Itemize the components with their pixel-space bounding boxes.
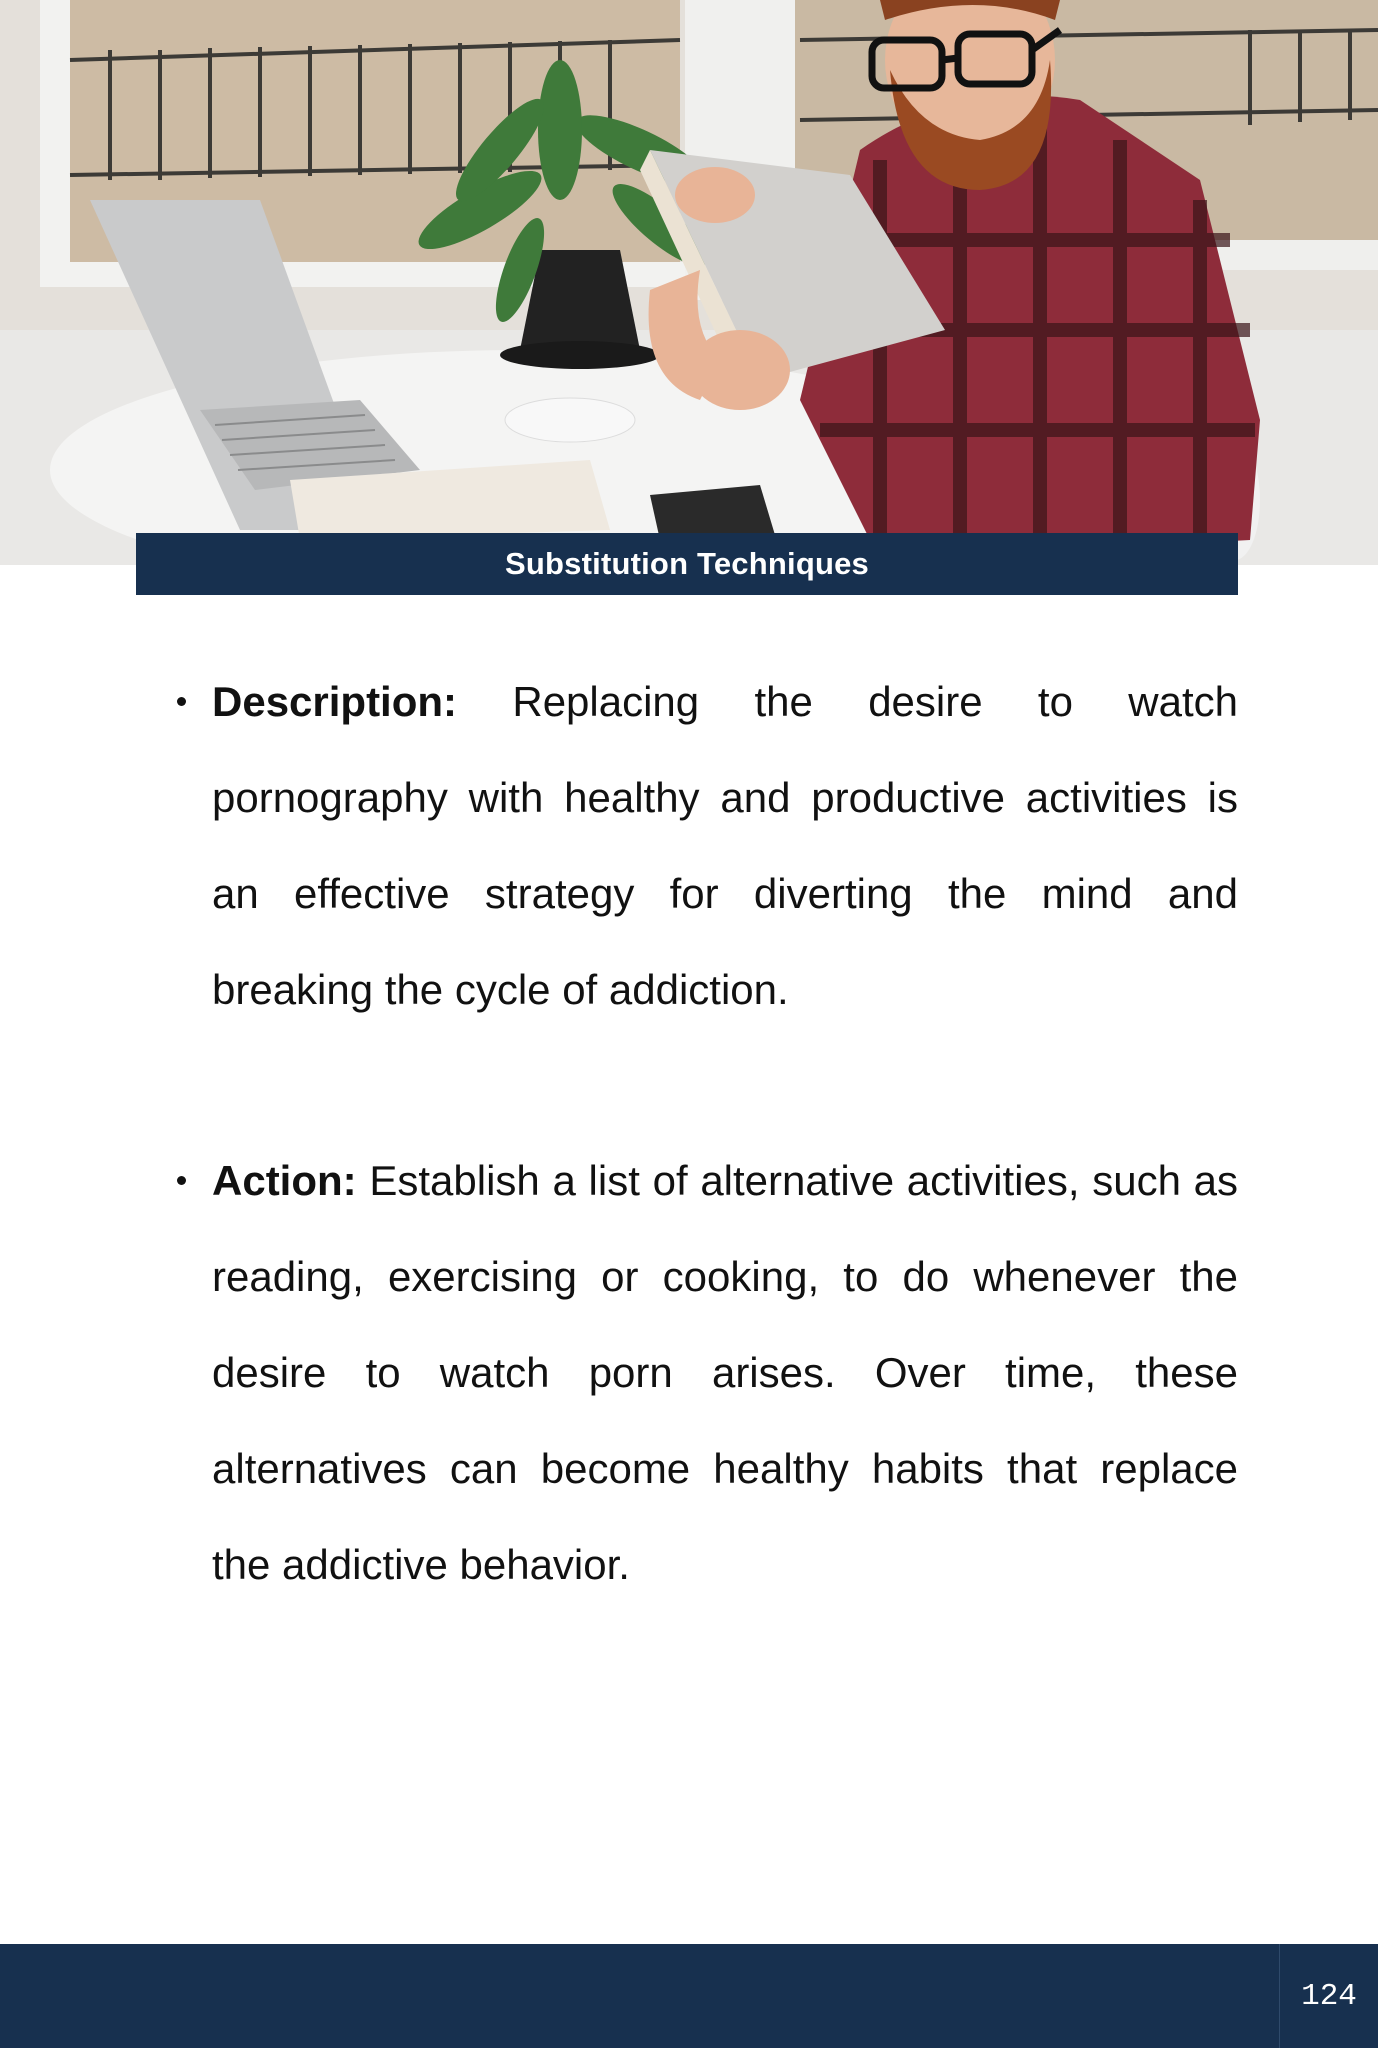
page-number-box	[1279, 1944, 1378, 2048]
page-number: 124	[1301, 1978, 1357, 2014]
hero-photo	[0, 0, 1378, 565]
page-footer	[0, 1944, 1378, 2048]
bullet-action	[212, 1133, 1238, 1613]
section-banner	[136, 533, 1238, 595]
bullet-dot	[177, 1176, 186, 1185]
bullet-label: Description:	[212, 678, 458, 725]
bullet-label: Action:	[212, 1157, 357, 1204]
bullet-dot	[177, 697, 186, 706]
bullet-text: Establish a list of alternative activities, such as reading, exercising or cooking, to do whenever the desire to watch porn arises. Over time, these alternatives can become healthy habits that replace the addictive behavior.	[212, 1157, 1238, 1588]
section-title: Substitution Techniques	[505, 546, 869, 581]
bullet-description	[212, 654, 1238, 1038]
bullet-text: Replacing the desire to watch pornography with healthy and productive activities is an effective strategy for diverting the mind and breaking the cycle of addiction.	[212, 678, 1238, 1013]
